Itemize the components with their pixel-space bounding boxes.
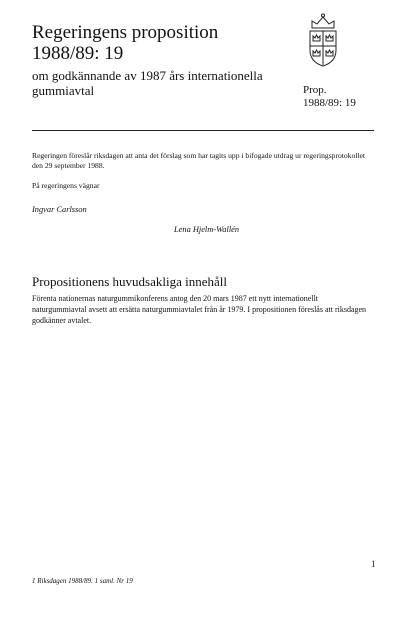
page-number: 1 [371,559,376,569]
proposition-reference [303,84,356,110]
summary-body: Förenta nationernas naturgummikonferens antog den 20 mars 1987 ett nytt internationellt naturgummiavtal avsett att ersätta naturgummiavtalet från år 1979. I propositionen föreslås att riksdagen godkänner avtalet. [32,294,367,325]
reference-label: Prop. [303,84,327,96]
proposition-title [32,22,218,64]
title-line-1: Regeringens proposition [32,22,219,43]
title-line-2: 1988/89: 19 [32,43,124,64]
on-behalf-line: På regeringens vägnar [32,181,100,190]
footer-citation: 1 Riksdagen 1988/89. 1 saml. Nr 19 [32,577,133,585]
header-divider [32,130,374,131]
intro-paragraph: Regeringen föreslår riksdagen att anta det förslag som har tagits upp i bifogade utdrag ur regeringsprotokollet den 29 september 1988. [32,151,365,170]
signatory-2: Lena Hjelm-Wallén [174,225,240,234]
swedish-coat-of-arms-icon [303,12,343,70]
summary-heading: Propositionens huvudsakliga innehåll [32,274,227,289]
signatory-1: Ingvar Carlsson [32,205,87,214]
reference-number: 1988/89: 19 [303,97,356,109]
proposition-subtitle: om godkännande av 1987 års internationella gummiavtal [32,68,263,98]
